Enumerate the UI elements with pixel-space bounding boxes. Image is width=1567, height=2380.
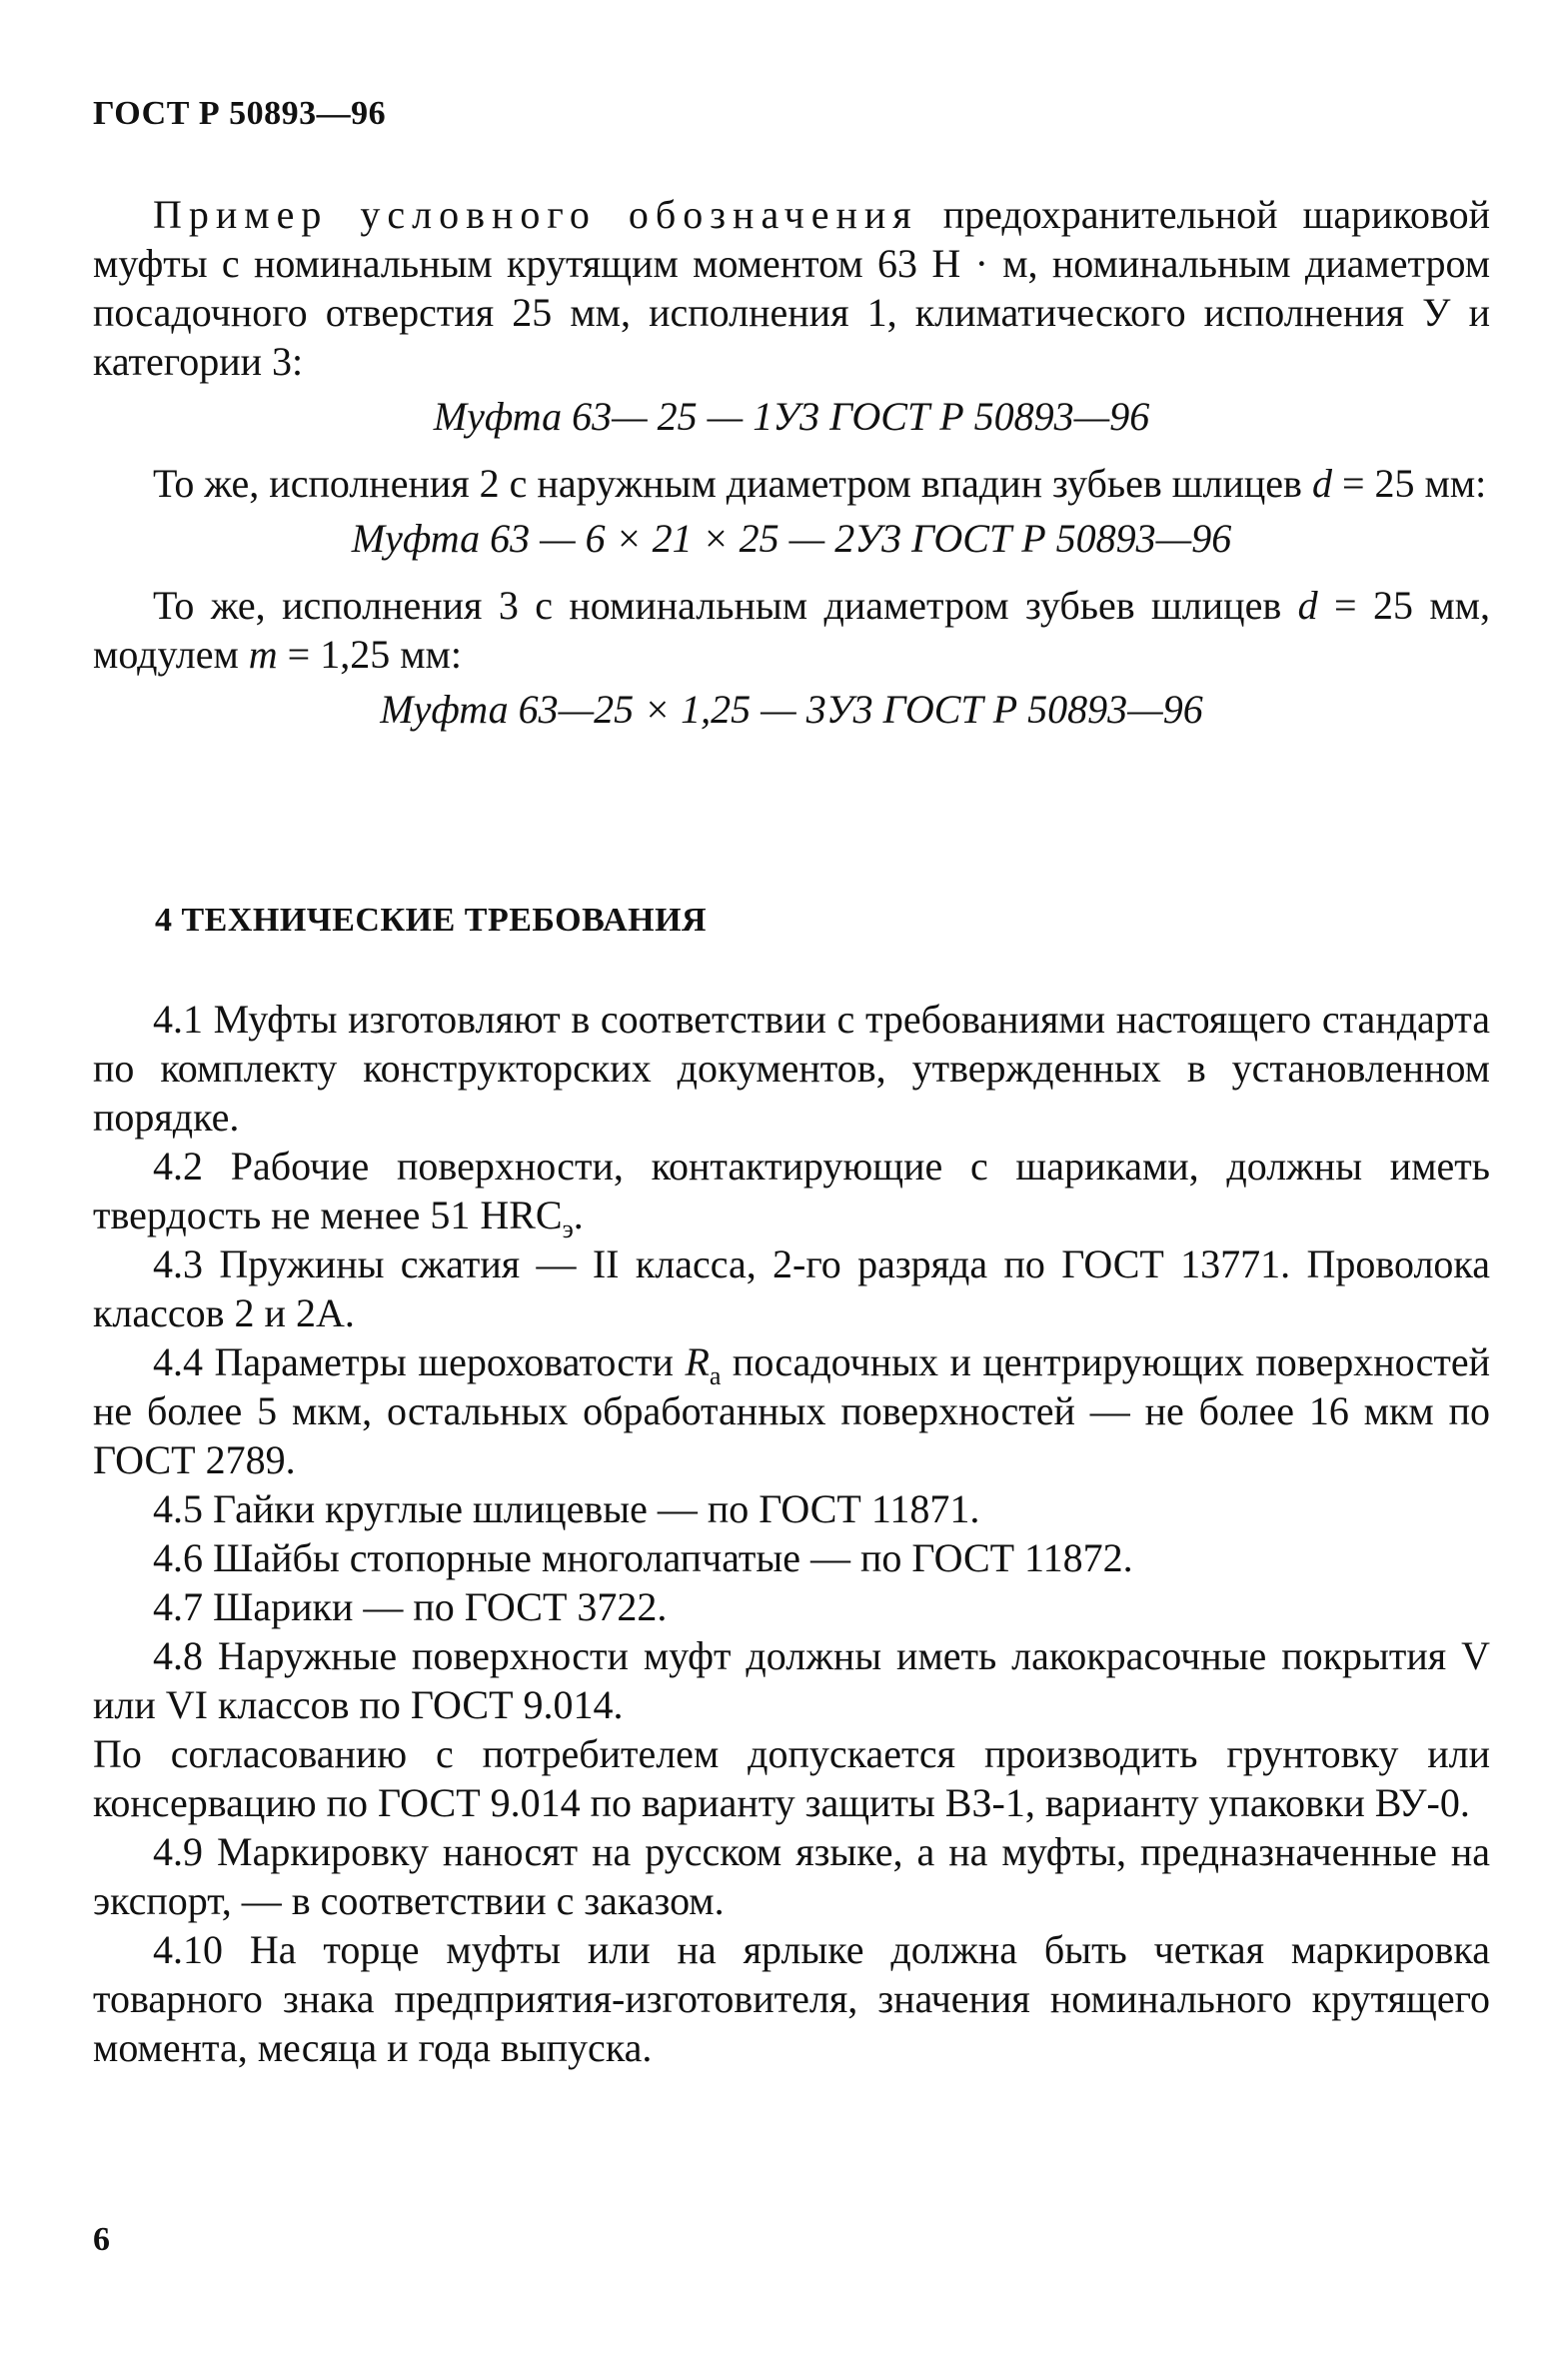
example-text: предохранительной шариковой муфты с номинальным крутящим моментом 63 Н · м, номинальным диаметром посадочного отверстия 25 мм, исполнения 1, климатического исполнения У и категории 3:: [93, 192, 1490, 384]
requirement-4-2: [93, 1142, 1490, 1243]
same2-text: То же, исполнения 2 с наружным диаметром впадин зубьев шлицев: [153, 461, 1312, 506]
formula-2: Муфта 63 — 6 × 21 × 25 — 2У3 ГОСТ Р 50893—96: [351, 516, 1232, 561]
req-4-2-text: 4.2 Рабочие поверхности, контактирующие с шариками, должны иметь твердость не менее 51 HRC: [93, 1144, 1490, 1237]
section-title: 4 ТЕХНИЧЕСКИЕ ТРЕБОВАНИЯ: [155, 902, 708, 939]
same3-mid: = 25 мм, модулем: [93, 583, 1490, 677]
same2-tail: = 25 мм:: [1331, 461, 1487, 506]
same3-var-m: m: [248, 632, 278, 677]
requirement-4-1: 4.1 Муфты изготовляют в соответствии с требованиями настоящего стандарта по комплекту конструкторских документов, утвержденных в установленном порядке.: [93, 997, 1490, 1140]
requirement-4-4: [93, 1337, 1490, 1484]
page-number: 6: [93, 2221, 110, 2258]
req-4-2-sub: э: [562, 1214, 574, 1243]
same3-tail: = 1,25 мм:: [277, 632, 462, 677]
requirement-4-5: 4.5 Гайки круглые шлицевые — по ГОСТ 11871.: [153, 1486, 980, 1531]
requirement-4-6: 4.6 Шайбы стопорные многолапчатые — по ГОСТ 11872.: [153, 1535, 1133, 1580]
example-paragraph: [93, 190, 1490, 386]
same3-var-d: d: [1297, 583, 1318, 628]
req-4-4-var: R: [685, 1339, 710, 1384]
example-block: [93, 190, 1490, 752]
requirement-4-9: 4.9 Маркировку наносят на русском языке, а на муфты, предназначенные на экспорт, — в соответствии с заказом.: [93, 1829, 1490, 1923]
req-4-4-text: 4.4 Параметры шероховатости: [153, 1339, 686, 1384]
requirement-4-7: 4.7 Шарики — по ГОСТ 3722.: [153, 1584, 668, 1629]
same3-text: То же, исполнения 3 с номинальным диаметром зубьев шлицев: [153, 583, 1298, 628]
requirement-4-10: 4.10 На торце муфты или на ярлыке должна быть четкая маркировка товарного знака предприятия-изготовителя, значения номинального крутящего момента, месяца и года выпуска.: [93, 1927, 1490, 2070]
requirements-block: [93, 995, 1490, 2072]
document-header: ГОСТ Р 50893—96: [93, 95, 387, 132]
example-label: Пример условного обозначения: [153, 192, 918, 237]
same2-var: d: [1311, 461, 1332, 506]
req-4-4-tail: посадочных и центрирующих поверхностей не более 5 мкм, остальных обработанных поверхностей — не более 16 мкм по ГОСТ 2789.: [93, 1339, 1490, 1482]
requirement-4-8: 4.8 Наружные поверхности муфт должны иметь лакокрасочные покрытия V или VI классов по ГОСТ 9.014.: [93, 1633, 1490, 1727]
same-as-version-3: [93, 581, 1490, 679]
same-as-version-2: [93, 459, 1490, 508]
formula-1: Муфта 63— 25 — 1У3 ГОСТ Р 50893—96: [433, 394, 1150, 439]
req-4-2-tail: .: [573, 1192, 584, 1237]
req-4-4-sub: a: [709, 1361, 722, 1390]
requirement-4-3: 4.3 Пружины сжатия — II класса, 2-го разряда по ГОСТ 13771. Проволока классов 2 и 2А.: [93, 1241, 1490, 1335]
requirement-4-8-note: По согласованию с потребителем допускается производить грунтовку или консервацию по ГОСТ 9.014 по варианту защиты ВЗ-1, варианту упаковки ВУ-0.: [93, 1731, 1490, 1825]
formula-3: Муфта 63—25 × 1,25 — 3У3 ГОСТ Р 50893—96: [380, 687, 1203, 732]
